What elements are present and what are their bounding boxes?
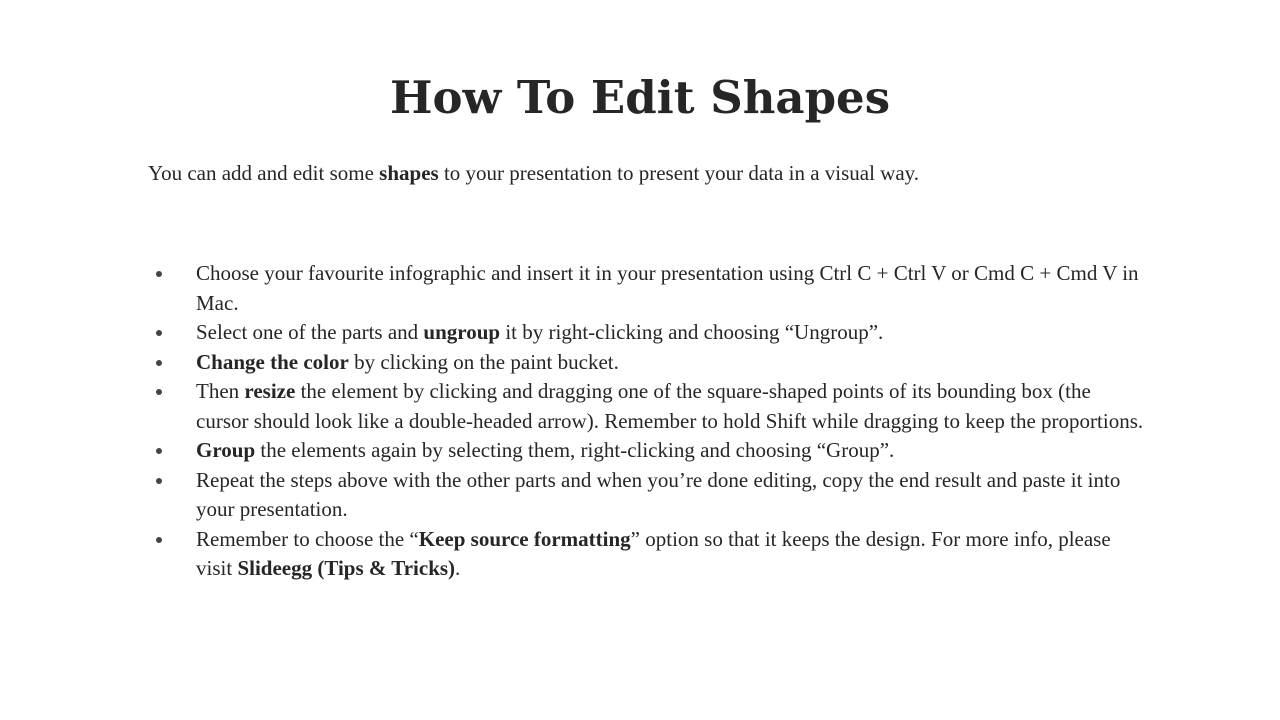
instruction-list	[148, 259, 1148, 584]
list-item-text: .	[455, 556, 461, 580]
bold-text: Group	[196, 438, 256, 462]
bullet-dot-icon	[156, 537, 162, 543]
list-item-text: by clicking on the paint bucket.	[348, 349, 619, 374]
bullet-dot-icon	[156, 271, 162, 277]
list-item	[148, 436, 1148, 466]
bullet-dot-icon	[156, 330, 162, 336]
list-item-text: Select one of the parts and	[196, 320, 424, 344]
bold-text: ungroup	[423, 320, 501, 344]
bullet-dot-icon	[156, 478, 162, 484]
list-item-text: the element by clicking and dragging one of the square-shaped points of its bounding box (the cursor should look like a double-headed arrow). Remember to hold Shift while dragging to keep the proportions.	[196, 379, 1144, 433]
list-item-text: ” option so that it keeps the design. For more info, please visit	[196, 526, 1111, 580]
list-item	[148, 318, 1148, 348]
list-item-text: Remember to choose the “	[196, 526, 419, 551]
list-item	[148, 259, 1148, 318]
intro-text-before: You can add and edit some	[148, 161, 380, 185]
list-item	[148, 525, 1148, 584]
list-item	[148, 348, 1148, 378]
bold-text: Change the color	[196, 349, 349, 374]
list-item	[148, 377, 1148, 436]
list-item	[148, 466, 1148, 525]
bold-text: Slideegg (Tips & Tricks)	[237, 556, 456, 580]
bold-text: resize	[244, 379, 296, 403]
bold-text: Keep source formatting	[418, 526, 631, 551]
bullet-dot-icon	[156, 360, 162, 366]
bullet-dot-icon	[156, 448, 162, 454]
list-item-text: Choose your favourite infographic and insert it in your presentation using Ctrl C + Ctrl V or Cmd C + Cmd V in Mac.	[196, 261, 1139, 315]
list-item-text: Repeat the steps above with the other parts and when you’re done editing, copy the end result and paste it into your presentation.	[196, 467, 1121, 521]
intro-text-after: to your presentation to present your data in a visual way.	[438, 161, 920, 185]
intro-paragraph	[148, 158, 1148, 188]
intro-text-bold: shapes	[379, 161, 439, 185]
slide-title: How To Edit Shapes	[389, 71, 891, 124]
list-item-text: the elements again by selecting them, right-clicking and choosing “Group”.	[255, 438, 895, 462]
list-item-text: it by right-clicking and choosing “Ungroup”.	[500, 320, 884, 344]
bullet-dot-icon	[156, 389, 162, 395]
list-item-text: Then	[196, 379, 245, 403]
